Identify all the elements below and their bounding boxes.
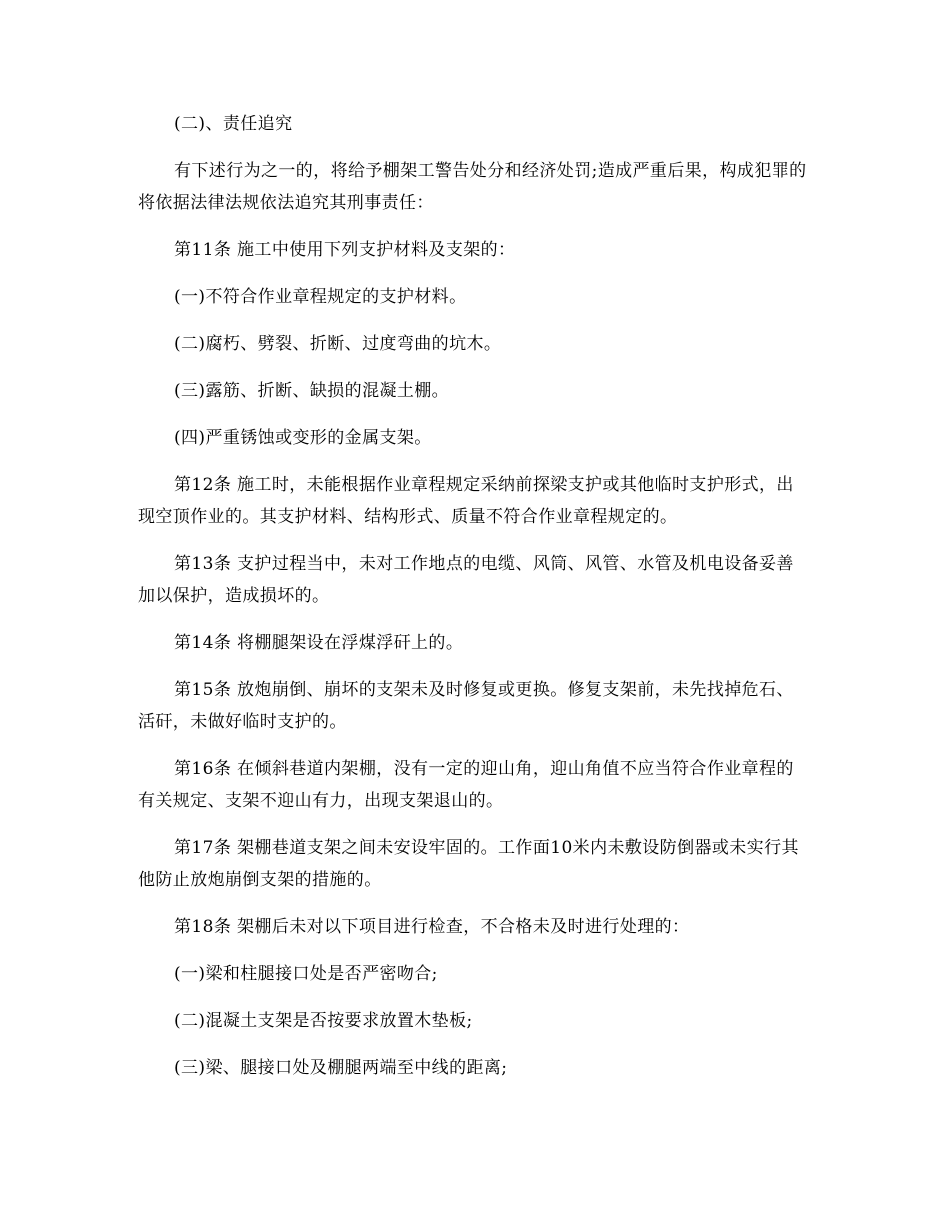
article-11-item-4: (四)严重锈蚀或变形的金属支架。 [174,428,432,448]
article-11-item-2: (二)腐朽、劈裂、折断、过度弯曲的坑木。 [174,334,502,354]
article-11-item-3: (三)露筋、折断、缺损的混凝土棚。 [174,381,450,401]
article-11-item-1: (一)不符合作业章程规定的支护材料。 [174,287,467,307]
section-heading: (二)、责任追究 [174,114,293,134]
article-15: 第15条 放炮崩倒、崩坏的支架未及时修复或更换。修复支架前，未先找掉危石、活矸，未做好临时支护的。 [138,680,794,732]
intro-paragraph: 有下述行为之一的，将给予棚架工警告处分和经济处罚;造成严重后果，构成犯罪的将依据法律法规依法追究其刑事责任： [138,161,807,213]
article-12: 第12条 施工时，未能根据作业章程规定采纳前探梁支护或其他临时支护形式，出现空顶作业的。其支护材料、结构形式、质量不符合作业章程规定的。 [138,475,794,527]
article-11: 第11条 施工中使用下列支护材料及支架的： [174,240,516,260]
article-17: 第17条 架棚巷道支架之间未安设牢固的。工作面10米内未敷设防倒器或未实行其他防止放炮崩倒支架的措施的。 [138,838,799,890]
article-16: 第16条 在倾斜巷道内架棚，没有一定的迎山角，迎山角值不应当符合作业章程的有关规定、支架不迎山有力，出现支架退山的。 [138,759,794,811]
article-13: 第13条 支护过程当中，未对工作地点的电缆、风筒、风管、水管及机电设备妥善加以保护，造成损坏的。 [138,554,794,606]
article-18: 第18条 架棚后未对以下项目进行检查，不合格未及时进行处理的： [174,917,690,937]
document-body [138,108,810,1099]
article-18-item-1: (一)梁和柱腿接口处是否严密吻合; [174,964,438,984]
article-18-item-3: (三)梁、腿接口处及棚腿两端至中线的距离; [174,1058,508,1078]
article-14: 第14条 将棚腿架设在浮煤浮矸上的。 [174,633,464,653]
article-18-item-2: (二)混凝土支架是否按要求放置木垫板; [174,1011,473,1031]
